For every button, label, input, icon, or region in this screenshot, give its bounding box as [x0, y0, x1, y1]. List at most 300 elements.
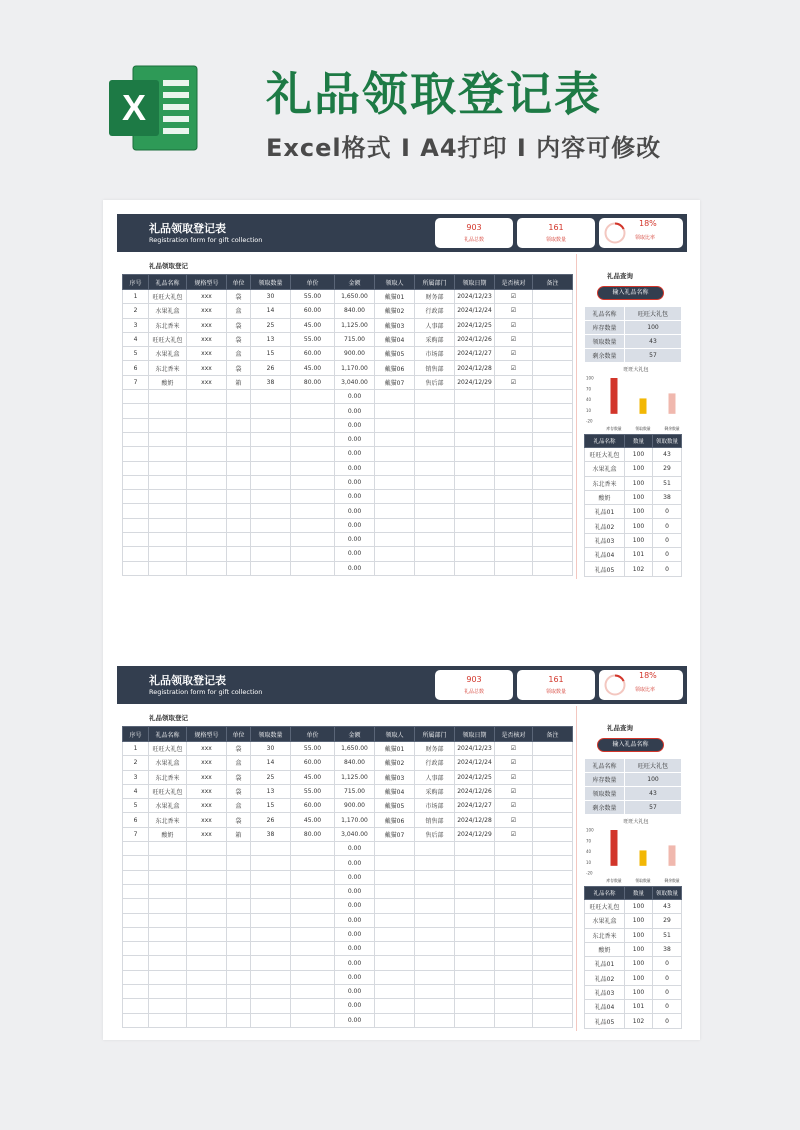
table-cell	[533, 318, 573, 332]
table-cell: 7	[123, 375, 149, 389]
table-cell: 0.00	[335, 856, 375, 870]
table-cell: 0.00	[335, 533, 375, 547]
table-cell	[291, 533, 335, 547]
table-cell: 售后部	[415, 827, 455, 841]
query-value: 旺旺大礼包	[625, 759, 682, 773]
table-cell	[291, 432, 335, 446]
table-cell: 45.00	[291, 813, 335, 827]
table-cell: 礼品05	[585, 1014, 625, 1028]
table-cell	[455, 533, 495, 547]
table-cell	[415, 404, 455, 418]
query-row	[585, 759, 682, 773]
table-cell	[227, 447, 251, 461]
table-cell	[149, 490, 187, 504]
table-cell	[415, 999, 455, 1013]
registration-table	[122, 274, 573, 576]
stat-value: 903	[466, 675, 482, 684]
table-cell	[227, 1013, 251, 1027]
table-cell: 东北香米	[585, 928, 625, 942]
table-cell: 100	[625, 490, 653, 504]
table-cell: 0.00	[335, 899, 375, 913]
query-label: 礼品查询	[607, 272, 633, 280]
table-row	[123, 418, 573, 432]
table-cell	[291, 404, 335, 418]
table-cell	[149, 970, 187, 984]
table-cell	[533, 813, 573, 827]
table-cell	[495, 842, 533, 856]
y-tick-label: -20	[586, 418, 593, 424]
inventory-header-row	[585, 887, 682, 900]
gift-name-input-button[interactable]: 输入礼品名称	[597, 738, 664, 752]
table-cell	[495, 461, 533, 475]
table-cell	[415, 942, 455, 956]
table-cell	[455, 884, 495, 898]
table-cell	[495, 447, 533, 461]
table-cell	[149, 870, 187, 884]
table-cell	[415, 490, 455, 504]
table-cell: 60.00	[291, 756, 335, 770]
table-cell: 6	[123, 361, 149, 375]
table-cell	[455, 913, 495, 927]
column-header: 数量	[625, 887, 653, 900]
stat-label: 领取数量	[545, 689, 566, 695]
stat-label: 领取比率	[635, 235, 656, 241]
table-cell: 旺旺大礼包	[585, 900, 625, 914]
table-cell	[123, 999, 149, 1013]
table-cell	[533, 404, 573, 418]
table-cell: 盒	[227, 347, 251, 361]
table-cell	[187, 475, 227, 489]
column-header: 规格型号	[187, 275, 227, 290]
table-cell: 2024/12/26	[455, 784, 495, 798]
table-cell	[415, 899, 455, 913]
query-key: 剩余数量	[585, 801, 625, 815]
table-cell	[227, 432, 251, 446]
table-cell: 100	[625, 519, 653, 533]
table-cell	[251, 884, 291, 898]
table-cell	[291, 475, 335, 489]
table-cell: 箱	[227, 827, 251, 841]
y-tick-label: -20	[586, 870, 593, 876]
column-header: 礼品名称	[149, 275, 187, 290]
table-cell: 7	[123, 827, 149, 841]
table-cell	[187, 927, 227, 941]
table-cell	[375, 970, 415, 984]
table-cell	[415, 547, 455, 561]
table-cell	[291, 418, 335, 432]
table-cell: 1,170.00	[335, 813, 375, 827]
table-cell	[251, 475, 291, 489]
table-cell	[455, 1013, 495, 1027]
table-row	[123, 813, 573, 827]
table-cell: 0.00	[335, 956, 375, 970]
table-cell	[415, 985, 455, 999]
table-cell	[187, 942, 227, 956]
table-cell	[415, 884, 455, 898]
table-cell	[533, 770, 573, 784]
table-cell	[227, 418, 251, 432]
table-cell: 袋	[227, 770, 251, 784]
table-cell	[187, 547, 227, 561]
sheet-title: 礼品领取登记表	[149, 222, 226, 235]
sheet-banner	[117, 214, 687, 252]
table-cell: 45.00	[291, 770, 335, 784]
checkbox-cell[interactable]: ☑	[495, 756, 533, 770]
table-row	[123, 490, 573, 504]
column-header: 序号	[123, 275, 149, 290]
table-cell	[251, 842, 291, 856]
x-tick-label: 领取数量	[635, 426, 651, 431]
column-header: 所属部门	[415, 275, 455, 290]
inventory-table	[584, 434, 682, 577]
table-cell: 0.00	[335, 985, 375, 999]
query-row	[585, 335, 682, 349]
inventory-row	[585, 971, 682, 985]
table-cell: 45.00	[291, 318, 335, 332]
table-cell	[251, 390, 291, 404]
table-cell	[227, 956, 251, 970]
table-cell: 东北香米	[149, 770, 187, 784]
stat-ratio	[599, 218, 683, 248]
table-cell	[455, 418, 495, 432]
table-cell: 人事部	[415, 318, 455, 332]
table-cell	[123, 475, 149, 489]
table-cell	[495, 475, 533, 489]
table-cell	[227, 999, 251, 1013]
table-cell: 2024/12/29	[455, 375, 495, 389]
table-cell	[375, 884, 415, 898]
table-cell: 30	[251, 290, 291, 304]
table-cell: xxx	[187, 742, 227, 756]
stat-label: 领取比率	[635, 687, 656, 693]
table-cell: 38	[251, 827, 291, 841]
table-cell	[533, 375, 573, 389]
table-cell	[149, 899, 187, 913]
table-cell	[123, 856, 149, 870]
table-cell: 0.00	[335, 561, 375, 575]
table-cell: 38	[653, 490, 682, 504]
table-cell: 43	[653, 900, 682, 914]
table-cell	[149, 475, 187, 489]
table-cell	[415, 561, 455, 575]
table-cell	[227, 461, 251, 475]
table-cell	[455, 475, 495, 489]
table-cell: 礼品03	[585, 533, 625, 547]
table-cell: 礼品01	[585, 957, 625, 971]
table-cell	[415, 461, 455, 475]
table-cell: 0	[653, 957, 682, 971]
y-tick-label: 100	[586, 375, 594, 381]
table-cell	[149, 404, 187, 418]
table-cell	[415, 533, 455, 547]
table-row	[123, 827, 573, 841]
table-row	[123, 390, 573, 404]
table-cell	[187, 842, 227, 856]
table-cell: 0	[653, 519, 682, 533]
checkbox-cell[interactable]: ☑	[495, 290, 533, 304]
table-row	[123, 770, 573, 784]
table-cell	[455, 461, 495, 475]
table-cell	[227, 899, 251, 913]
table-cell	[149, 533, 187, 547]
table-cell: 13	[251, 784, 291, 798]
table-cell	[533, 418, 573, 432]
table-cell: xxx	[187, 318, 227, 332]
query-value: 43	[625, 335, 682, 349]
table-cell	[123, 884, 149, 898]
table-cell	[251, 490, 291, 504]
table-cell	[187, 432, 227, 446]
column-header: 领取日期	[455, 727, 495, 742]
table-cell	[455, 985, 495, 999]
table-row	[123, 913, 573, 927]
table-cell	[227, 942, 251, 956]
table-cell	[375, 870, 415, 884]
table-cell	[251, 504, 291, 518]
table-cell	[495, 999, 533, 1013]
table-row	[123, 304, 573, 318]
table-cell: 人事部	[415, 770, 455, 784]
table-cell	[455, 856, 495, 870]
table-cell	[251, 404, 291, 418]
table-cell: 0.00	[335, 927, 375, 941]
table-cell	[187, 884, 227, 898]
table-cell	[455, 547, 495, 561]
table-cell: xxx	[187, 813, 227, 827]
sheet-page-1	[117, 214, 687, 584]
table-cell: 行政部	[415, 756, 455, 770]
table-cell	[375, 913, 415, 927]
table-cell	[227, 490, 251, 504]
checkbox-cell[interactable]: ☑	[495, 332, 533, 346]
table-cell: 101	[625, 548, 653, 562]
table-cell	[415, 927, 455, 941]
table-cell	[533, 899, 573, 913]
table-cell	[495, 518, 533, 532]
checkbox-cell[interactable]: ☑	[495, 799, 533, 813]
table-cell: 38	[653, 942, 682, 956]
table-cell: 礼品01	[585, 505, 625, 519]
table-cell	[533, 547, 573, 561]
query-value: 57	[625, 349, 682, 363]
table-cell	[187, 913, 227, 927]
column-header: 领取日期	[455, 275, 495, 290]
table-cell: 2024/12/26	[455, 332, 495, 346]
table-cell: xxx	[187, 827, 227, 841]
checkbox-cell[interactable]: ☑	[495, 375, 533, 389]
table-cell	[375, 1013, 415, 1027]
column-header: 备注	[533, 275, 573, 290]
checkbox-cell[interactable]: ☑	[495, 361, 533, 375]
table-cell	[375, 490, 415, 504]
table-cell	[291, 942, 335, 956]
table-cell	[375, 899, 415, 913]
table-cell	[375, 475, 415, 489]
table-cell: 2024/12/23	[455, 290, 495, 304]
table-cell	[251, 970, 291, 984]
table-cell: 0.00	[335, 970, 375, 984]
table-cell	[123, 504, 149, 518]
table-cell	[455, 927, 495, 941]
table-cell	[227, 985, 251, 999]
table-cell	[495, 390, 533, 404]
checkbox-cell[interactable]: ☑	[495, 770, 533, 784]
table-cell	[533, 504, 573, 518]
column-header: 单价	[291, 275, 335, 290]
table-cell	[533, 884, 573, 898]
table-cell	[375, 956, 415, 970]
table-row	[123, 742, 573, 756]
table-cell: 100	[625, 533, 653, 547]
table-cell	[291, 884, 335, 898]
y-tick-label: 100	[586, 827, 594, 833]
table-cell	[149, 884, 187, 898]
table-cell: xxx	[187, 304, 227, 318]
table-cell: 4	[123, 332, 149, 346]
checkbox-cell[interactable]: ☑	[495, 813, 533, 827]
inventory-row	[585, 505, 682, 519]
table-cell	[187, 1013, 227, 1027]
table-cell: 袋	[227, 318, 251, 332]
table-cell	[123, 870, 149, 884]
query-row	[585, 321, 682, 335]
table-cell	[415, 418, 455, 432]
table-cell	[415, 432, 455, 446]
table-cell: 旺旺大礼包	[149, 784, 187, 798]
gift-name-input-button[interactable]: 输入礼品名称	[597, 286, 664, 300]
table-cell	[227, 404, 251, 418]
table-cell	[291, 999, 335, 1013]
table-cell	[533, 756, 573, 770]
inventory-row	[585, 1000, 682, 1014]
table-cell	[415, 447, 455, 461]
checkbox-cell[interactable]: ☑	[495, 304, 533, 318]
table-cell	[533, 390, 573, 404]
table-cell	[415, 475, 455, 489]
table-cell: 80.00	[291, 375, 335, 389]
table-cell	[187, 956, 227, 970]
table-cell	[123, 432, 149, 446]
checkbox-cell[interactable]: ☑	[495, 827, 533, 841]
table-cell	[251, 856, 291, 870]
table-cell	[291, 927, 335, 941]
table-cell	[533, 927, 573, 941]
column-header: 礼品名称	[585, 887, 625, 900]
table-cell	[149, 447, 187, 461]
table-cell	[375, 461, 415, 475]
query-value: 43	[625, 787, 682, 801]
table-row	[123, 432, 573, 446]
table-cell: 1,650.00	[335, 742, 375, 756]
table-cell	[123, 1013, 149, 1027]
table-cell	[187, 418, 227, 432]
table-cell	[149, 432, 187, 446]
table-cell: 2024/12/28	[455, 813, 495, 827]
table-cell	[149, 418, 187, 432]
column-header: 领取数量	[251, 727, 291, 742]
table-cell: 55.00	[291, 332, 335, 346]
sheet-banner	[117, 666, 687, 704]
table-cell	[375, 927, 415, 941]
table-cell: 26	[251, 813, 291, 827]
table-cell	[533, 856, 573, 870]
table-cell: 戴猫03	[375, 318, 415, 332]
table-cell	[455, 518, 495, 532]
bar	[640, 850, 647, 865]
page-subtitle: Excel格式 I A4打印 I 内容可修改	[266, 134, 662, 162]
table-cell	[455, 404, 495, 418]
table-row	[123, 956, 573, 970]
table-cell	[375, 856, 415, 870]
table-cell	[455, 432, 495, 446]
table-cell	[149, 927, 187, 941]
column-header: 规格型号	[187, 727, 227, 742]
column-header: 礼品名称	[149, 727, 187, 742]
table-cell: 2024/12/25	[455, 770, 495, 784]
table-cell	[375, 432, 415, 446]
inventory-row	[585, 957, 682, 971]
table-cell: 0.00	[335, 842, 375, 856]
table-cell: 酸奶	[585, 942, 625, 956]
table-cell	[375, 999, 415, 1013]
table-cell	[149, 1013, 187, 1027]
table-cell: xxx	[187, 770, 227, 784]
checkbox-cell[interactable]: ☑	[495, 742, 533, 756]
column-header: 是否核对	[495, 275, 533, 290]
table-cell	[495, 547, 533, 561]
table-cell: 东北香米	[585, 476, 625, 490]
query-result-table	[584, 306, 682, 363]
table-cell	[123, 985, 149, 999]
table-cell: 0.00	[335, 461, 375, 475]
x-tick-label: 领取数量	[635, 878, 651, 883]
query-result-table	[584, 758, 682, 815]
table-cell: 29	[653, 462, 682, 476]
table-cell	[227, 504, 251, 518]
table-cell: 2024/12/24	[455, 756, 495, 770]
table-cell	[149, 547, 187, 561]
table-cell: 900.00	[335, 347, 375, 361]
table-cell	[227, 927, 251, 941]
table-cell	[533, 447, 573, 461]
table-cell	[251, 927, 291, 941]
table-row	[123, 361, 573, 375]
x-tick-label: 库存数量	[606, 426, 622, 431]
bar	[640, 398, 647, 413]
table-row	[123, 547, 573, 561]
table-cell: 礼品04	[585, 1000, 625, 1014]
table-cell	[227, 913, 251, 927]
table-cell: 100	[625, 476, 653, 490]
table-cell	[375, 942, 415, 956]
table-cell	[375, 842, 415, 856]
table-row	[123, 447, 573, 461]
checkbox-cell[interactable]: ☑	[495, 784, 533, 798]
table-cell	[415, 956, 455, 970]
table-cell	[415, 842, 455, 856]
table-cell	[187, 504, 227, 518]
checkbox-cell[interactable]: ☑	[495, 318, 533, 332]
table-cell	[375, 404, 415, 418]
table-cell: xxx	[187, 799, 227, 813]
table-cell	[495, 942, 533, 956]
table-cell	[495, 913, 533, 927]
table-cell	[123, 418, 149, 432]
checkbox-cell[interactable]: ☑	[495, 347, 533, 361]
table-row	[123, 1013, 573, 1027]
divider	[576, 706, 577, 1031]
table-cell	[149, 842, 187, 856]
